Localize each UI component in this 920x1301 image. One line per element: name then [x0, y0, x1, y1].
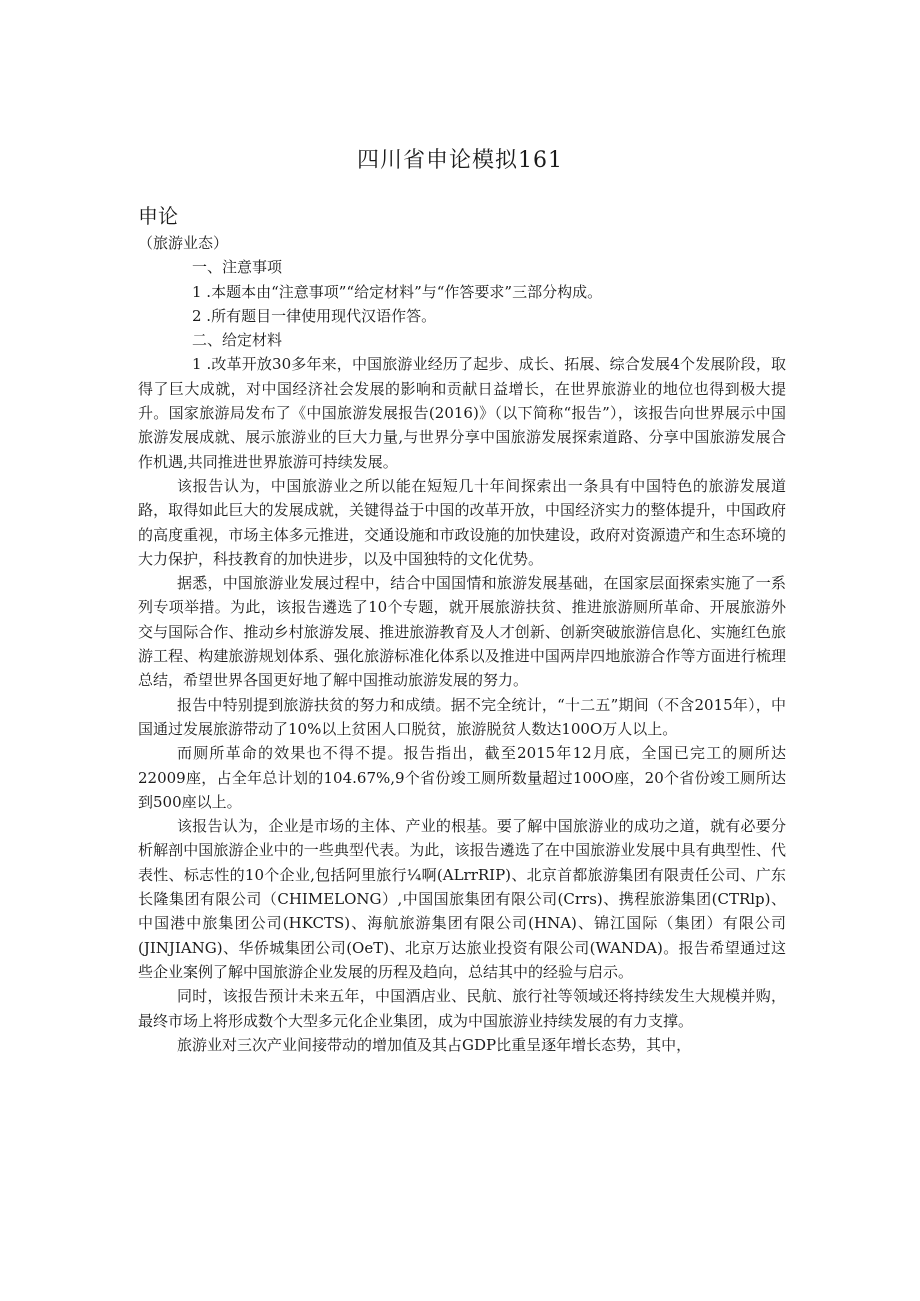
note-item-1: 1 .本题本由“注意事项”“给定材料”与“作答要求”三部分构成。: [192, 282, 603, 301]
note-item-2: 2 .所有题目一律使用现代汉语作答。: [192, 306, 437, 325]
material-paragraph: 据悉，中国旅游业发展过程中，结合中国国情和旅游发展基础，在国家层面探索实施了一系列专项举措。为此，该报告遴选了10个专题，就开展旅游扶贫、推进旅游厕所革命、开展旅游外交与国际合作、推动乡村旅游发展、推进旅游教育及人才创新、创新突破旅游信息化、实施红色旅游工程、构建旅游规划体系、强化旅游标准化体系以及推进中国两岸四地旅游合作等方面进行梳理总结，希望世界各国更好地了解中国推动旅游发展的努力。: [138, 574, 786, 690]
material-paragraph: 而厕所革命的效果也不得不提。报告指出，截至2015年12月底，全国已完工的厕所达22009座，占全年总计划的104.67%,9个省份竣工厕所数量超过100O座，20个省份竣工厕所达到500座以上。: [138, 744, 786, 811]
section-title: 申论: [138, 204, 178, 228]
material-paragraph: 同时，该报告预计未来五年，中国酒店业、民航、旅行社等领域还将持续发生大规模并购，最终市场上将形成数个大型多元化企业集团，成为中国旅游业持续发展的有力支撑。: [138, 987, 786, 1030]
material-paragraph: 该报告认为，中国旅游业之所以能在短短几十年间探索出一条具有中国特色的旅游发展道路，取得如此巨大的发展成就，关键得益于中国的改革开放，中国经济实力的整体提升，中国政府的高度重视，市场主体多元推进，交通设施和市政设施的加快建设，政府对资源遗产和生态环境的大力保护，科技教育的加快进步，以及中国独特的文化优势。: [138, 476, 786, 568]
material-paragraph: 报告中特别提到旅游扶贫的努力和成绩。据不完全统计，“十二五”期间（不含2015年），中国通过发展旅游带动了10%以上贫困人口脱贫，旅游脱贫人数达100O万人以上。: [138, 695, 786, 738]
material-paragraph: 1 .改革开放30多年来，中国旅游业经历了起步、成长、拓展、综合发展4个发展阶段，取得了巨大成就，对中国经济社会发展的影响和贡献日益增长，在世界旅游业的地位也得到极大提升。国家旅游局发布了《中国旅游发展报告(2016)》（以下简称“报告”），该报告向世界展示中国旅游发展成就、展示旅游业的巨大力量,与世界分享中国旅游发展探索道路、分享中国旅游发展合作机遇,共同推进世界旅游可持续发展。: [138, 355, 786, 471]
material-paragraph: 旅游业对三次产业间接带动的增加值及其占GDP比重呈逐年增长态势，其中，: [177, 1035, 692, 1054]
heading-materials: 二、给定材料: [192, 331, 283, 350]
material-paragraph: 该报告认为，企业是市场的主体、产业的根基。要了解中国旅游业的成功之道，就有必要分析解剖中国旅游企业中的一些典型代表。为此，该报告遴选了在中国旅游业发展中具有典型性、代表性、标志性的10个企业,包括阿里旅行¼啊(ALrrRIP)、北京首都旅游集团有限责任公司、广东长隆集团有限公司（CHIMELONG）,中国国旅集团有限公司(Crrs)、携程旅游集团(CTRlp)、中国港中旅集团公司(HKCTS)、海航旅游集团有限公司(HNA)、锦江国际（集团）有限公司(JINJIANG)、华侨城集团公司(OeT)、北京万达旅业投资有限公司(WANDA)。报告希望通过这些企业案例了解中国旅游企业发展的历程及趋向，总结其中的经验与启示。: [138, 817, 786, 981]
document-body: [138, 231, 786, 1057]
subtitle: （旅游业态）: [138, 234, 229, 252]
heading-notes: 一、注意事项: [192, 258, 283, 277]
document-title: 四川省申论模拟161: [357, 148, 563, 173]
